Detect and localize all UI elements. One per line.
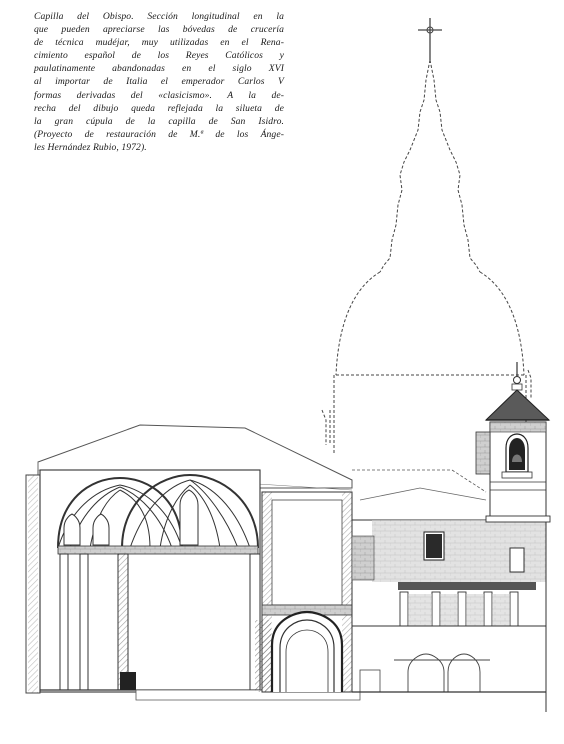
caption-line: de técnica mudéjar, muy utilizadas en el Rena- xyxy=(34,37,284,49)
caption-line: (Proyecto de restauración de M.ª de los Ánge- xyxy=(34,128,284,140)
portal-section xyxy=(255,492,352,692)
caption-line: cimiento español de los Reyes Católicos y xyxy=(34,50,284,62)
caption-line: recha del dibujo queda reflejada la silueta de xyxy=(34,102,284,114)
caption-line: Capilla del Obispo. Sección longitudinal en la xyxy=(34,11,284,22)
caption-line: formas derivadas del «clasicismo». A la de- xyxy=(34,89,284,101)
caption-line: paulatinamente abandonadas en el siglo XVI xyxy=(34,63,284,75)
bell-tower xyxy=(476,362,550,522)
caption-line: les Hernández Rubio, 1972). xyxy=(34,141,147,153)
caption-line: la gran cúpula de la capilla de San Isidro. xyxy=(34,115,284,127)
caption-line: al importar de Italia el emperador Carlos V xyxy=(34,76,284,88)
caption-line: que pueden apreciarse las bóvedas de crucería xyxy=(34,24,284,36)
dome-silhouette xyxy=(322,18,531,455)
